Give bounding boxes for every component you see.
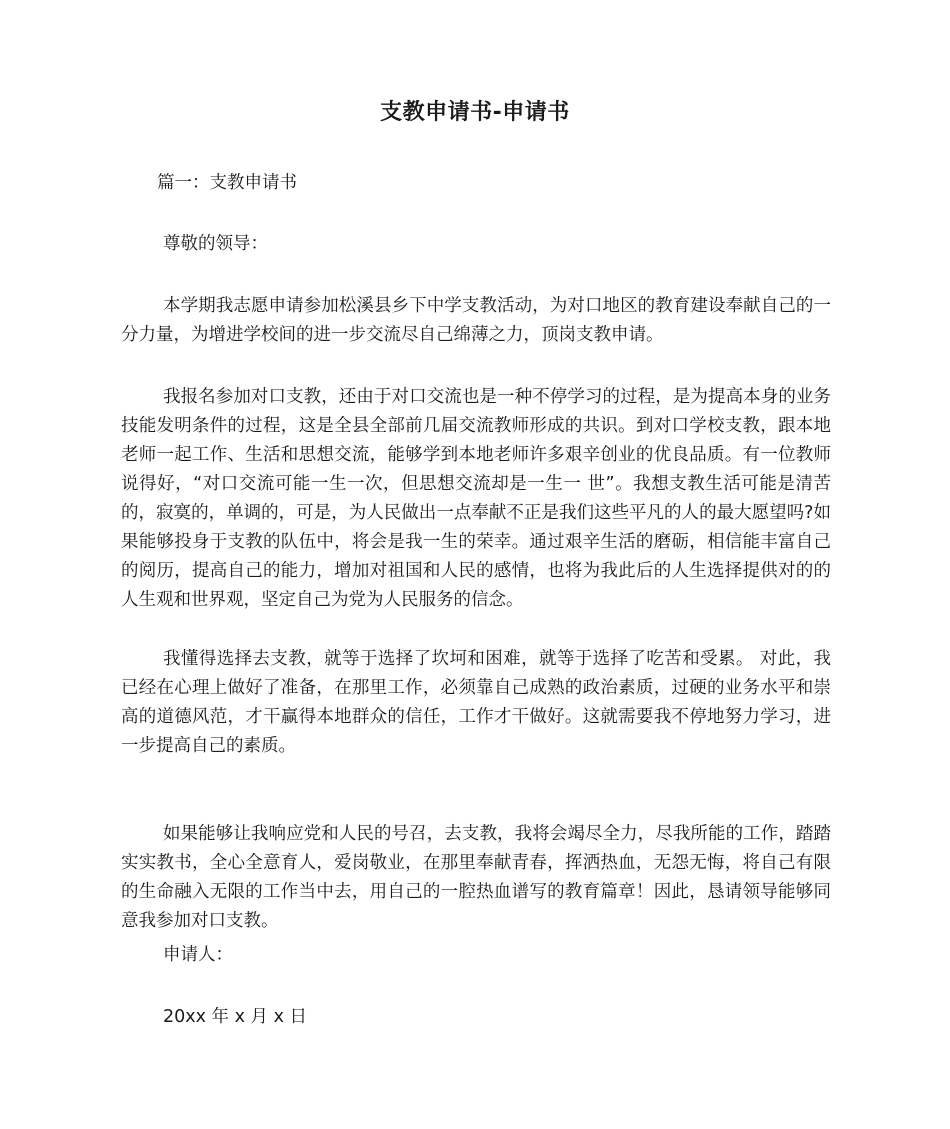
body-paragraph-3: 我懂得选择去支教，就等于选择了坎坷和困难，就等于选择了吃苦和受累。 对此，我已经在心理上做好了准备，在那里工作，必须靠自己成熟的政治素质，过硬的业务水平和崇高的道德风范，才干赢得本地群众的信任，工作才干做好。这就需要我不停地努力学习，进一步提高自己的素质。 [121,649,831,756]
body-paragraph-1: 本学期我志愿申请参加松溪县乡下中学支教活动，为对口地区的教育建设奉献自己的一分力量，为增进学校间的进一步交流尽自己绵薄之力，顶岗支教申请。 [121,296,831,345]
salutation: 尊敬的领导： [163,234,268,254]
applicant-label: 申请人： [163,945,233,965]
section-heading: 篇一：支教申请书 [157,173,297,193]
body-paragraph-4: 如果能够让我响应党和人民的号召，去支教，我将会竭尽全力，尽我所能的工作，踏踏实实教书，全心全意育人，爱岗敬业，在那里奉献青春，挥洒热血，无怨无悔，将自己有限的生命融入无限的工作当中去，用自己的一腔热血谱写的教育篇章！因此，恳请领导能够同意我参加对口支教。 [121,824,831,931]
document-title: 支教申请书-申请书 [380,100,570,125]
application-date: 20xx 年 x 月 x 日 [163,1007,308,1027]
body-paragraph-2: 我报名参加对口支教，还由于对口交流也是一种不停学习的过程，是为提高本身的业务技能发明条件的过程，这是全县全部前几届交流教师形成的共识。到对口学校支教，跟本地老师一起工作、生活和思想交流，能够学到本地老师许多艰辛创业的优良品质。有一位教师说得好，“对口交流可能一生一次，但思想交流却是一生一 世”。我想支教生活可能是清苦的，寂寞的，单调的，可是，为人民做出一点奉献不正是我们这些平凡的人的最大愿望吗?如果能够投身于支教的队伍中，将会是我一生的荣幸。通过艰辛生活的磨砺，相信能丰富自己的阅历，提高自己的能力，增加对祖国和人民的感情，也将为我此后的人生选择提供对的的人生观和世界观，坚定自己为党为人民服务的信念。 [121,387,831,610]
